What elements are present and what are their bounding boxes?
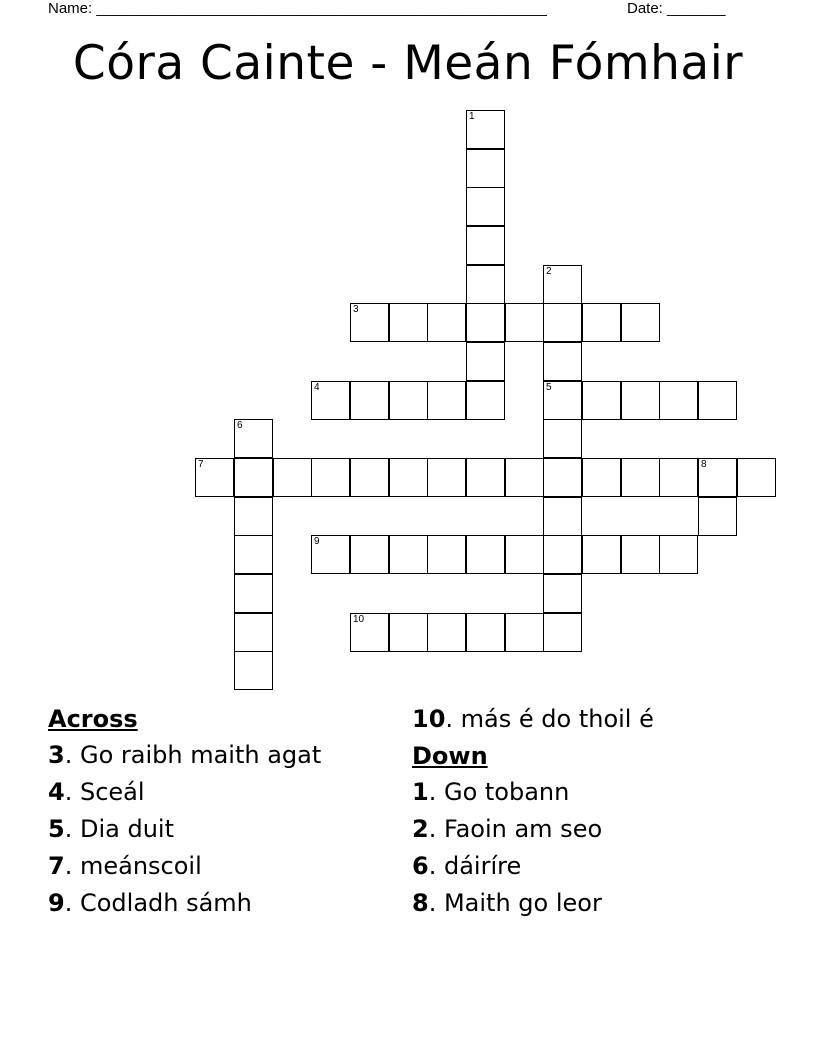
crossword-cell[interactable] xyxy=(543,574,582,613)
across-clue: 4. Sceál xyxy=(48,778,145,806)
crossword-cell[interactable] xyxy=(427,535,466,574)
down-clue: 2. Faoin am seo xyxy=(412,815,603,843)
crossword-cell[interactable] xyxy=(427,458,466,497)
crossword-cell[interactable] xyxy=(582,535,621,574)
crossword-cell[interactable] xyxy=(698,381,737,420)
cell-number: 4 xyxy=(314,382,320,393)
across-heading: Across xyxy=(48,705,138,733)
clue-number: 3 xyxy=(48,741,65,769)
down-clue: 8. Maith go leor xyxy=(412,889,602,917)
crossword-cell[interactable] xyxy=(466,149,505,188)
crossword-cell[interactable] xyxy=(273,458,312,497)
clue-number: 10 xyxy=(412,705,446,733)
crossword-cell[interactable] xyxy=(621,458,660,497)
clue-text: meánscoil xyxy=(79,852,202,880)
crossword-cell[interactable] xyxy=(466,303,505,342)
crossword-cell[interactable] xyxy=(234,458,273,497)
clue-text: Sceál xyxy=(79,778,145,806)
crossword-cell[interactable] xyxy=(659,535,698,574)
crossword-cell[interactable] xyxy=(466,342,505,381)
crossword-cell[interactable] xyxy=(234,419,273,458)
crossword-cell[interactable] xyxy=(543,458,582,497)
crossword-cell[interactable] xyxy=(350,535,389,574)
crossword-cell[interactable] xyxy=(389,458,428,497)
clue-number: 1 xyxy=(412,778,429,806)
date-field-label: Date: _______ xyxy=(627,0,726,17)
crossword-cell[interactable] xyxy=(234,497,273,536)
crossword-cell[interactable] xyxy=(466,381,505,420)
crossword-cell[interactable] xyxy=(505,458,544,497)
crossword-cell[interactable] xyxy=(543,419,582,458)
crossword-cell[interactable] xyxy=(311,535,350,574)
crossword-cell[interactable] xyxy=(427,613,466,652)
cell-number: 1 xyxy=(469,111,475,122)
cell-number: 8 xyxy=(701,459,707,470)
clue-number: 2 xyxy=(412,815,429,843)
across-clue: 9. Codladh sámh xyxy=(48,889,252,917)
crossword-cell[interactable] xyxy=(543,497,582,536)
crossword-cell[interactable] xyxy=(466,187,505,226)
cell-number: 5 xyxy=(546,382,552,393)
crossword-cell[interactable] xyxy=(543,265,582,304)
crossword-cell[interactable] xyxy=(389,613,428,652)
clue-text: dáiríre xyxy=(443,852,522,880)
clue-text: Codladh sámh xyxy=(79,889,252,917)
crossword-cell[interactable] xyxy=(234,651,273,690)
crossword-cell[interactable] xyxy=(234,535,273,574)
clue-number: 8 xyxy=(412,889,429,917)
crossword-cell[interactable] xyxy=(659,381,698,420)
crossword-cell[interactable] xyxy=(505,303,544,342)
crossword-cell[interactable] xyxy=(621,381,660,420)
crossword-cell[interactable] xyxy=(543,535,582,574)
clue-number: 6 xyxy=(412,852,429,880)
crossword-cell[interactable] xyxy=(621,303,660,342)
crossword-cell[interactable] xyxy=(698,497,737,536)
clue-number: 7 xyxy=(48,852,65,880)
across-clue: 7. meánscoil xyxy=(48,852,202,880)
across-clue: 5. Dia duit xyxy=(48,815,174,843)
crossword-cell[interactable] xyxy=(389,535,428,574)
crossword-cell[interactable] xyxy=(466,265,505,304)
down-clue: 1. Go tobann xyxy=(412,778,570,806)
crossword-cell[interactable] xyxy=(389,381,428,420)
crossword-cell[interactable] xyxy=(582,381,621,420)
clue-text: Faoin am seo xyxy=(443,815,603,843)
crossword-cell[interactable] xyxy=(427,303,466,342)
crossword-cell[interactable] xyxy=(737,458,776,497)
clues-right-column xyxy=(412,701,792,922)
crossword-cell[interactable] xyxy=(543,613,582,652)
crossword-cell[interactable] xyxy=(466,458,505,497)
across-clue: 10. más é do thoil é xyxy=(412,705,654,733)
crossword-cell[interactable] xyxy=(621,535,660,574)
clue-text: Go raibh maith agat xyxy=(79,741,322,769)
crossword-cell[interactable] xyxy=(543,342,582,381)
crossword-cell[interactable] xyxy=(195,458,234,497)
crossword-cell[interactable] xyxy=(427,381,466,420)
clues-left-column xyxy=(48,701,388,922)
page-title: Córa Cainte - Meán Fómhair xyxy=(72,36,744,91)
cell-number: 9 xyxy=(314,536,320,547)
cell-number: 3 xyxy=(353,304,359,315)
crossword-cell[interactable] xyxy=(698,458,737,497)
crossword-cell[interactable] xyxy=(466,535,505,574)
cell-number: 2 xyxy=(546,266,552,277)
down-clue: 6. dáiríre xyxy=(412,852,522,880)
down-heading: Down xyxy=(412,742,488,770)
crossword-cell[interactable] xyxy=(389,303,428,342)
crossword-cell[interactable] xyxy=(350,303,389,342)
crossword-cell[interactable] xyxy=(505,535,544,574)
crossword-cell[interactable] xyxy=(350,381,389,420)
crossword-cell[interactable] xyxy=(505,613,544,652)
clue-number: 4 xyxy=(48,778,65,806)
crossword-cell[interactable] xyxy=(466,226,505,265)
crossword-cell[interactable] xyxy=(350,613,389,652)
crossword-cell[interactable] xyxy=(466,613,505,652)
crossword-cell[interactable] xyxy=(311,381,350,420)
clue-number: 9 xyxy=(48,889,65,917)
crossword-cell[interactable] xyxy=(350,458,389,497)
cell-number: 7 xyxy=(198,459,204,470)
crossword-cell[interactable] xyxy=(543,381,582,420)
clue-text: más é do thoil é xyxy=(460,705,654,733)
crossword-cell[interactable] xyxy=(582,458,621,497)
cell-number: 6 xyxy=(237,420,243,431)
across-clue: 3. Go raibh maith agat xyxy=(48,741,322,769)
crossword-cell[interactable] xyxy=(659,458,698,497)
crossword-cell[interactable] xyxy=(234,613,273,652)
cell-number: 10 xyxy=(353,614,365,625)
crossword-cell[interactable] xyxy=(311,458,350,497)
crossword-cell[interactable] xyxy=(582,303,621,342)
clue-number: 5 xyxy=(48,815,65,843)
crossword-cell[interactable] xyxy=(466,110,505,149)
clue-text: Maith go leor xyxy=(443,889,602,917)
crossword-cell[interactable] xyxy=(234,574,273,613)
clue-text: Go tobann xyxy=(443,778,570,806)
clue-text: Dia duit xyxy=(79,815,174,843)
crossword-cell[interactable] xyxy=(543,303,582,342)
name-field-label: Name: ______________________________________________________ xyxy=(48,0,547,17)
